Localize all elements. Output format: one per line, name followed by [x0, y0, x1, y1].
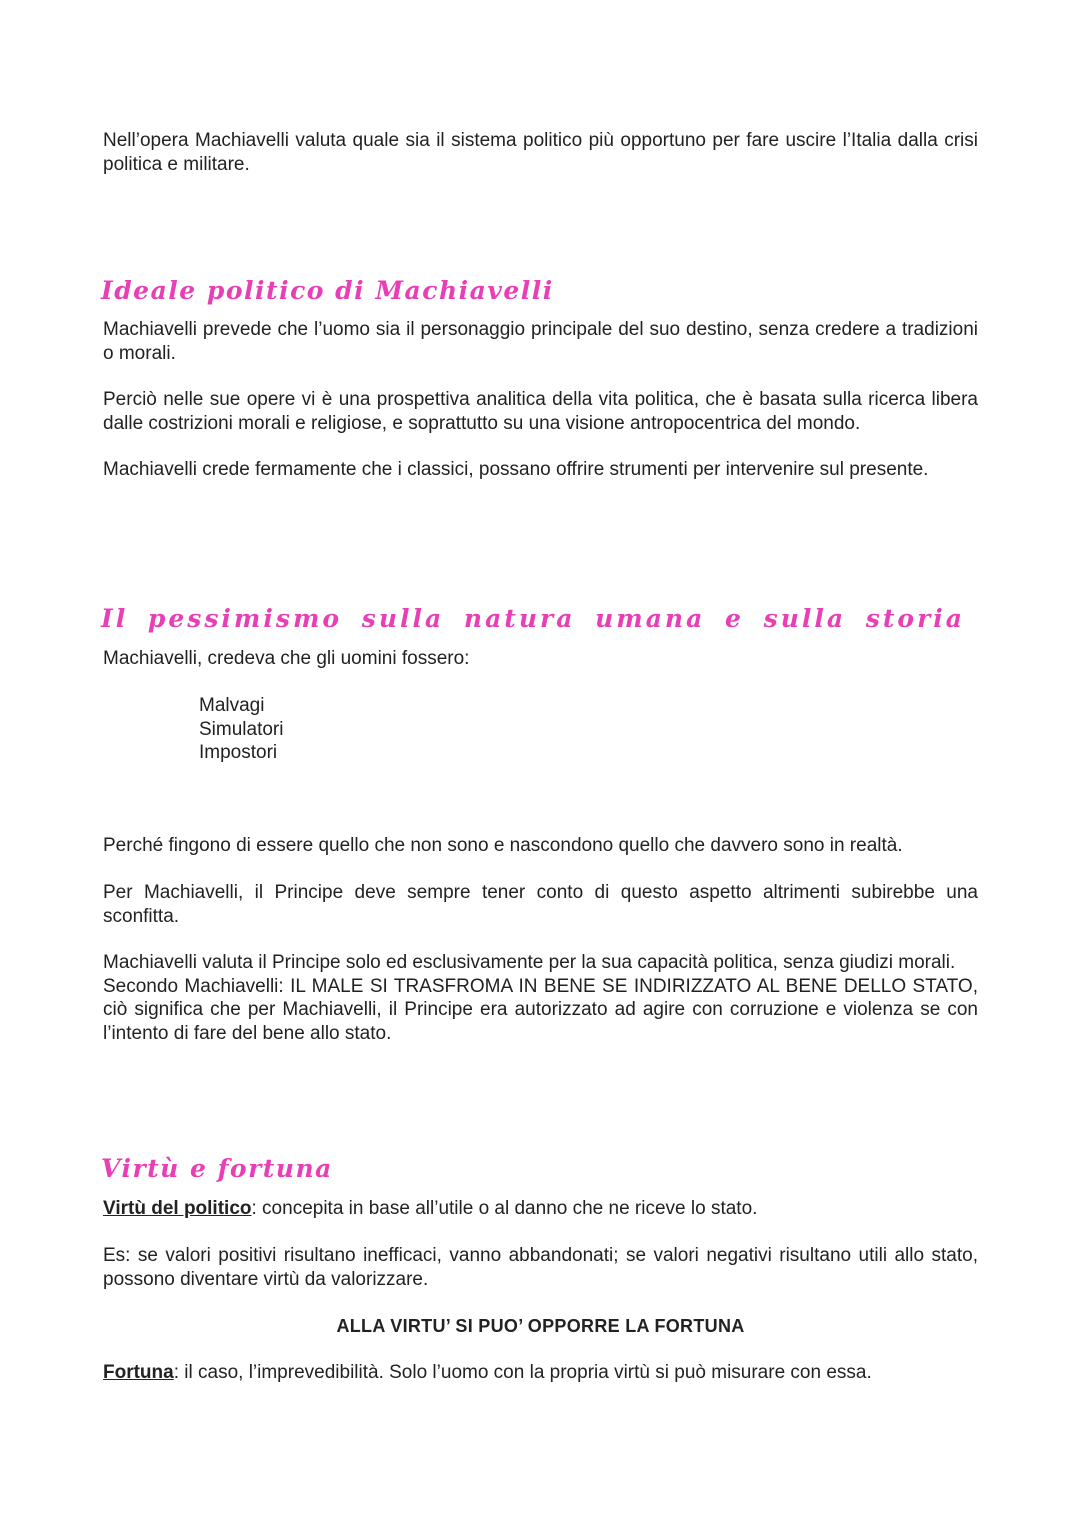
list-item: Impostori — [199, 742, 278, 763]
ideale-paragraph-3: Machiavelli crede fermamente che i classici, possano offrire strumenti per intervenire sul presente. — [103, 459, 929, 480]
pessimismo-paragraph-2-wrap — [103, 881, 978, 928]
virtu-example: Es: se valori positivi risultano inefficaci, vanno abbandonati; se valori negativi risultano utili allo stato, possono diventare virtù da valorizzare. — [103, 1245, 978, 1290]
pessimismo-paragraph-1-wrap — [103, 834, 978, 858]
pessimismo-paragraph-1: Perché fingono di essere quello che non sono e nascondono quello che davvero sono in realtà. — [103, 835, 903, 856]
ideale-paragraph-1-wrap — [103, 318, 978, 365]
intro-paragraph: Nell’opera Machiavelli valuta quale sia il sistema politico più opportuno per fare uscire l’Italia dalla crisi politica e militare. — [103, 130, 978, 175]
pessimismo-paragraph-3: Machiavelli valuta il Principe solo ed esclusivamente per la sua capacità politica, senza giudizi morali. — [103, 952, 956, 973]
virtu-example-wrap — [103, 1244, 978, 1291]
pessimismo-paragraph-3-wrap — [103, 951, 978, 1045]
list-item: Malvagi — [199, 695, 265, 716]
ideale-paragraph-2: Perciò nelle sue opere vi è una prospettiva analitica della vita politica, che è basata sulla ricerca libera dalle costrizioni morali e religiose, e soprattutto su una visione antropocentrica del mondo. — [103, 389, 978, 434]
heading-pessimismo: Il pessimismo sulla natura umana e sulla storia — [101, 604, 965, 633]
pessimismo-paragraph-4: Secondo Machiavelli: IL MALE SI TRASFROMA IN BENE SE INDIRIZZATO AL BENE DELLO STATO, ciò significa che per Machiavelli, il Principe era autorizzato ad agire con corruzione e violenza se con l’intento di fare del bene allo stato. — [103, 975, 978, 1044]
center-statement: ALLA VIRTU’ SI PUO’ OPPORRE LA FORTUNA — [336, 1316, 745, 1336]
list-item: Simulatori — [199, 718, 284, 740]
ideale-paragraph-3-wrap — [103, 458, 978, 482]
heading-virtu-fortuna: Virtù e fortuna — [101, 1154, 333, 1183]
fortuna-def-text: : il caso, l’imprevedibilità. Solo l’uomo con la propria virtù si può misurare con essa. — [173, 1362, 872, 1383]
virtu-term: Virtù del politico — [103, 1198, 252, 1219]
fortuna-definition — [103, 1361, 978, 1385]
ideale-paragraph-1: Machiavelli prevede che l’uomo sia il personaggio principale del suo destino, senza credere a tradizioni o morali. — [103, 319, 978, 364]
fortuna-definition-wrap — [103, 1361, 978, 1385]
traits-list — [199, 694, 283, 765]
virtu-definition — [103, 1197, 978, 1221]
pessimismo-lead: Machiavelli, credeva che gli uomini fossero: — [103, 648, 470, 669]
pessimismo-paragraph-2: Per Machiavelli, il Principe deve sempre tener conto di questo aspetto altrimenti subirebbe una sconfitta. — [103, 882, 978, 927]
heading-ideale-politico: Ideale politico di Machiavelli — [101, 276, 554, 305]
ideale-paragraph-2-wrap — [103, 388, 978, 435]
intro-section — [103, 129, 978, 176]
virtu-def-text: : concepita in base all’utile o al danno che ne riceve lo stato. — [251, 1198, 758, 1219]
pessimismo-lead-wrap — [103, 647, 978, 671]
virtu-definition-wrap — [103, 1197, 978, 1221]
fortuna-term: Fortuna — [103, 1362, 174, 1383]
